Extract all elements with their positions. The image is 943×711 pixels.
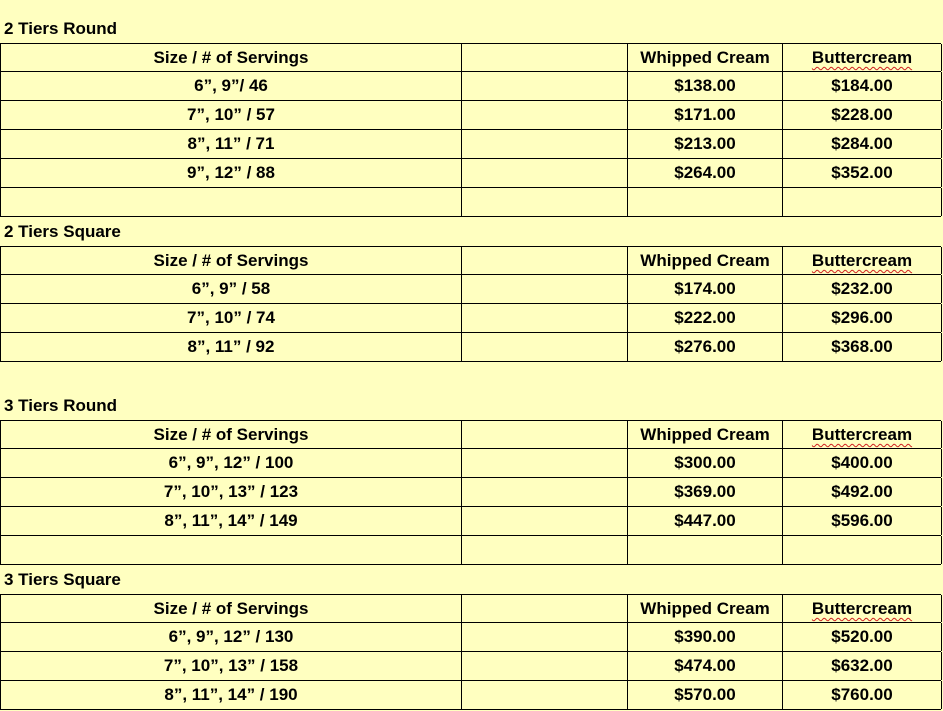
table-row (0, 130, 941, 159)
table-row (0, 333, 941, 362)
buttercream-header[interactable] (783, 247, 942, 274)
size-cell[interactable]: 6”, 9”/ 46 (1, 72, 462, 100)
buttercream-price[interactable]: $232.00 (783, 275, 942, 303)
buttercream-price[interactable] (783, 536, 942, 564)
table-row (0, 623, 941, 652)
blank-header[interactable] (462, 247, 628, 274)
header-row (0, 43, 941, 72)
size-header[interactable]: Size / # of Servings (1, 421, 462, 448)
size-cell[interactable]: 7”, 10” / 74 (1, 304, 462, 332)
blank-cell[interactable] (462, 101, 628, 129)
buttercream-header-text: Buttercream (811, 599, 913, 618)
whipped-cream-header[interactable]: Whipped Cream (628, 247, 783, 274)
buttercream-price[interactable]: $760.00 (783, 681, 942, 709)
buttercream-header[interactable] (783, 44, 942, 71)
blank-cell[interactable] (462, 478, 628, 506)
size-cell[interactable]: 8”, 11”, 14” / 149 (1, 507, 462, 535)
whipped-cream-price[interactable]: $213.00 (628, 130, 783, 158)
whipped-cream-price[interactable] (628, 536, 783, 564)
size-header[interactable]: Size / # of Servings (1, 595, 462, 622)
blank-cell[interactable] (462, 159, 628, 187)
size-cell[interactable]: 6”, 9”, 12” / 130 (1, 623, 462, 651)
whipped-cream-price[interactable]: $222.00 (628, 304, 783, 332)
header-row (0, 246, 941, 275)
size-cell[interactable]: 7”, 10”, 13” / 158 (1, 652, 462, 680)
whipped-cream-price[interactable]: $390.00 (628, 623, 783, 651)
size-header[interactable]: Size / # of Servings (1, 247, 462, 274)
blank-header[interactable] (462, 44, 628, 71)
section-title: 2 Tiers Round (4, 19, 118, 38)
buttercream-price[interactable]: $368.00 (783, 333, 942, 361)
blank-cell[interactable] (462, 333, 628, 361)
whipped-cream-price[interactable] (628, 188, 783, 216)
size-cell[interactable]: 7”, 10”, 13” / 123 (1, 478, 462, 506)
section-title: 3 Tiers Square (4, 570, 121, 589)
blank-cell[interactable] (462, 72, 628, 100)
whipped-cream-header[interactable]: Whipped Cream (628, 44, 783, 71)
whipped-cream-price[interactable]: $174.00 (628, 275, 783, 303)
whipped-cream-header[interactable]: Whipped Cream (628, 421, 783, 448)
blank-header[interactable] (462, 595, 628, 622)
table-row (0, 159, 941, 188)
size-cell[interactable]: 8”, 11” / 71 (1, 130, 462, 158)
buttercream-price[interactable]: $284.00 (783, 130, 942, 158)
whipped-cream-price[interactable]: $369.00 (628, 478, 783, 506)
whipped-cream-price[interactable]: $171.00 (628, 101, 783, 129)
blank-cell[interactable] (462, 188, 628, 216)
header-row (0, 420, 941, 449)
buttercream-price[interactable]: $296.00 (783, 304, 942, 332)
whipped-cream-price[interactable]: $264.00 (628, 159, 783, 187)
table-row (0, 652, 941, 681)
buttercream-price[interactable]: $520.00 (783, 623, 942, 651)
size-cell[interactable] (1, 536, 462, 564)
empty-row (0, 188, 941, 217)
table-row (0, 275, 941, 304)
size-cell[interactable]: 6”, 9” / 58 (1, 275, 462, 303)
blank-cell[interactable] (462, 275, 628, 303)
whipped-cream-price[interactable]: $474.00 (628, 652, 783, 680)
blank-cell[interactable] (462, 304, 628, 332)
blank-cell[interactable] (462, 449, 628, 477)
size-cell[interactable]: 6”, 9”, 12” / 100 (1, 449, 462, 477)
buttercream-price[interactable]: $228.00 (783, 101, 942, 129)
size-cell[interactable]: 8”, 11” / 92 (1, 333, 462, 361)
size-cell[interactable]: 9”, 12” / 88 (1, 159, 462, 187)
blank-cell[interactable] (462, 507, 628, 535)
buttercream-header-text: Buttercream (811, 425, 913, 444)
header-row (0, 594, 941, 623)
whipped-cream-header[interactable]: Whipped Cream (628, 595, 783, 622)
buttercream-price[interactable] (783, 188, 942, 216)
buttercream-header[interactable] (783, 421, 942, 448)
size-cell[interactable] (1, 188, 462, 216)
empty-row (0, 536, 941, 565)
blank-cell[interactable] (462, 130, 628, 158)
whipped-cream-price[interactable]: $276.00 (628, 333, 783, 361)
table-row (0, 449, 941, 478)
buttercream-price[interactable]: $184.00 (783, 72, 942, 100)
table-row (0, 101, 941, 130)
buttercream-price[interactable]: $632.00 (783, 652, 942, 680)
buttercream-price[interactable]: $596.00 (783, 507, 942, 535)
blank-cell[interactable] (462, 652, 628, 680)
whipped-cream-price[interactable]: $300.00 (628, 449, 783, 477)
size-cell[interactable]: 7”, 10” / 57 (1, 101, 462, 129)
buttercream-header-text: Buttercream (811, 48, 913, 67)
whipped-cream-price[interactable]: $447.00 (628, 507, 783, 535)
buttercream-price[interactable]: $492.00 (783, 478, 942, 506)
blank-cell[interactable] (462, 681, 628, 709)
table-row (0, 72, 941, 101)
blank-cell[interactable] (462, 536, 628, 564)
whipped-cream-price[interactable]: $138.00 (628, 72, 783, 100)
buttercream-header[interactable] (783, 595, 942, 622)
table-row (0, 304, 941, 333)
section-title: 2 Tiers Square (4, 222, 121, 241)
buttercream-price[interactable]: $400.00 (783, 449, 942, 477)
blank-cell[interactable] (462, 623, 628, 651)
blank-header[interactable] (462, 421, 628, 448)
table-row (0, 507, 941, 536)
section-title: 3 Tiers Round (4, 396, 118, 415)
whipped-cream-price[interactable]: $570.00 (628, 681, 783, 709)
table-row (0, 478, 941, 507)
table-row (0, 681, 941, 710)
size-cell[interactable]: 8”, 11”, 14” / 190 (1, 681, 462, 709)
buttercream-header-text: Buttercream (811, 251, 913, 270)
buttercream-price[interactable]: $352.00 (783, 159, 942, 187)
size-header[interactable]: Size / # of Servings (1, 44, 462, 71)
